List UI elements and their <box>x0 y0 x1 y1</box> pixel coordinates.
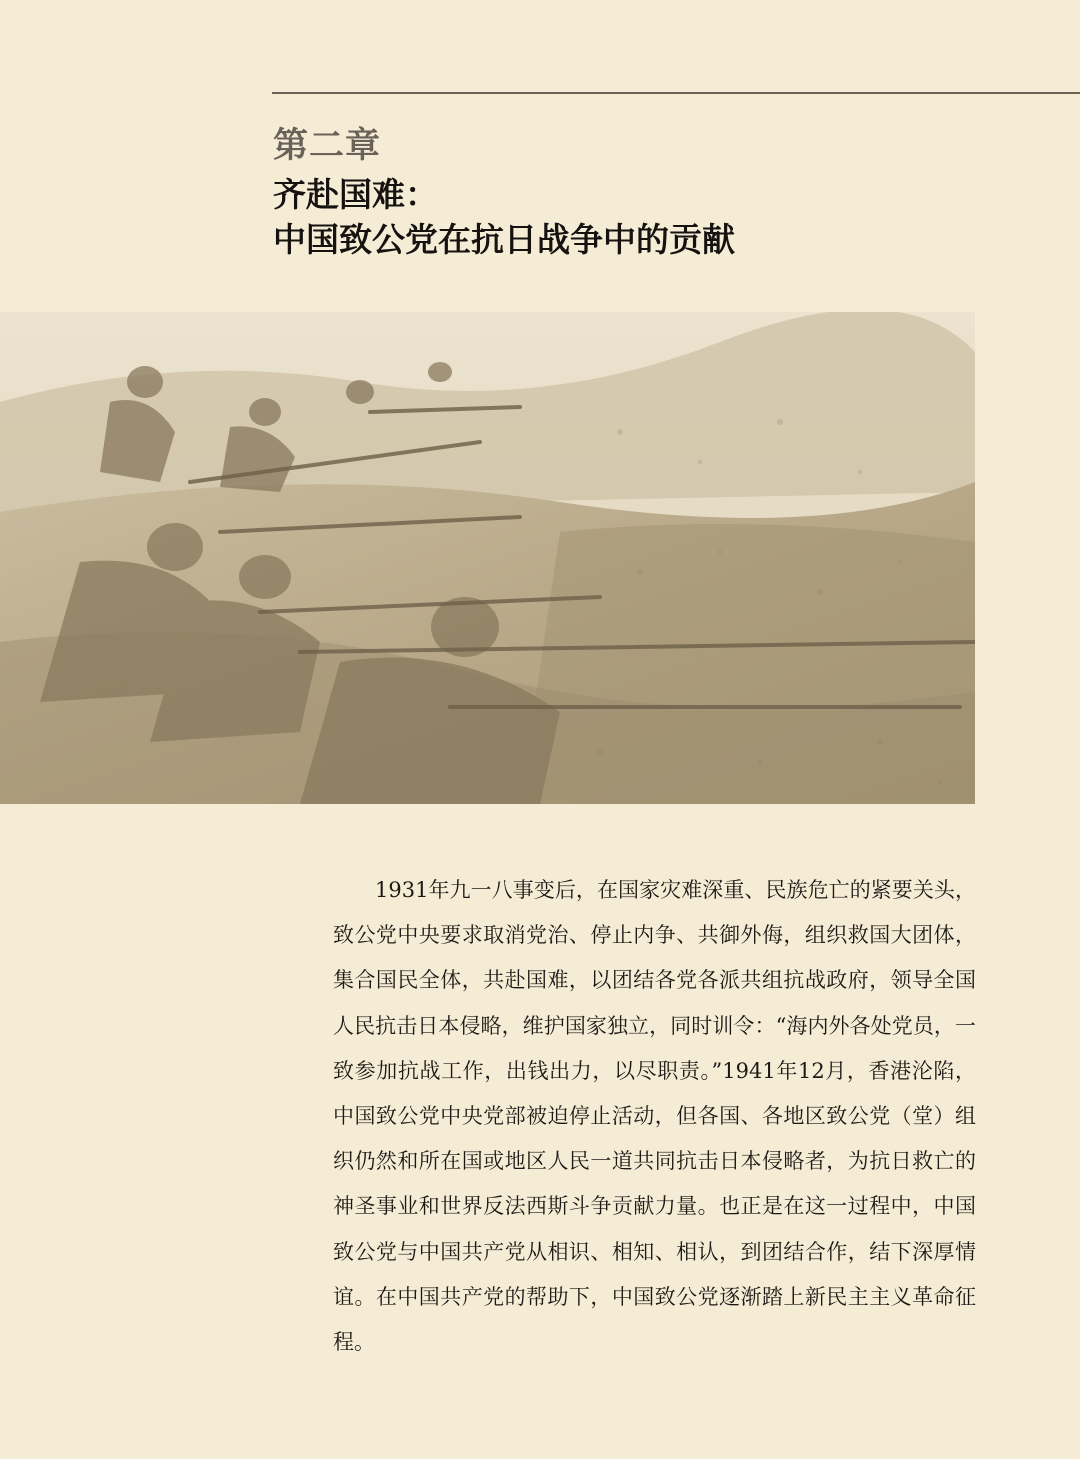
top-rule <box>272 92 1080 94</box>
chapter-intro-paragraph: 1931年九一八事变后，在国家灾难深重、民族危亡的紧要关头，致公党中央要求取消党治、停止内争、共御外侮，组织救国大团体，集合国民全体，共赴国难，以团结各党各派共组抗战政府，领导全国人民抗击日本侵略，维护国家独立，同时训令：“海内外各处党员，一致参加抗战工作，出钱出力，以尽职责。”1941年12月，香港沦陷，中国致公党中央党部被迫停止活动，但各国、各地区致公党（堂）组织仍然和所在国或地区人民一道共同抗击日本侵略者，为抗日救亡的神圣事业和世界反法西斯斗争贡献力量。也正是在这一过程中，中国致公党与中国共产党从相识、相知、相认，到团结合作，结下深厚情谊。在中国共产党的帮助下，中国致公党逐渐踏上新民主主义革命征程。 <box>333 878 976 1355</box>
historical-war-photo <box>0 312 975 804</box>
chapter-title-line-1: 齐赴国难： <box>273 175 438 214</box>
chapter-title-line-2: 中国致公党在抗日战争中的贡献 <box>273 220 735 259</box>
chapter-title <box>273 172 735 262</box>
chapter-label: 第二章 <box>273 125 382 166</box>
